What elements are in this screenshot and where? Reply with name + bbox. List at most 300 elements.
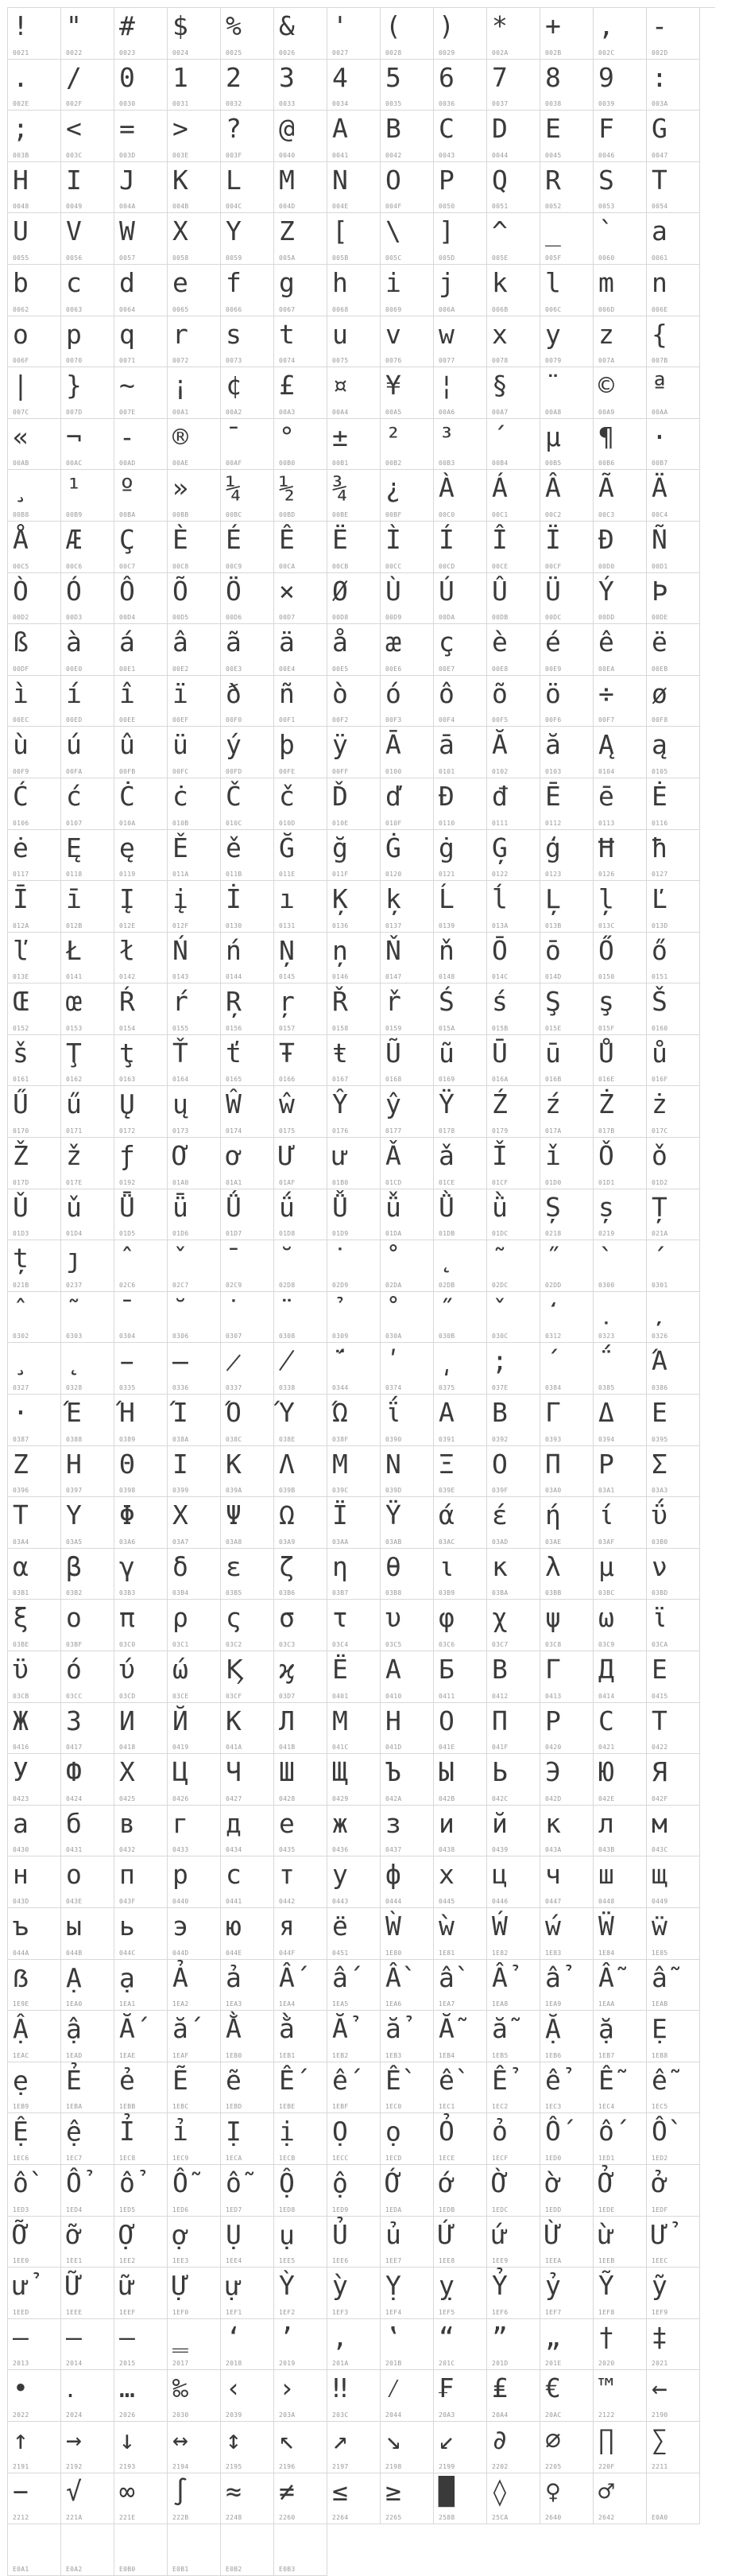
glyph-cell [434,727,487,778]
glyph-cell [61,1240,114,1292]
glyph-cell [487,2370,540,2422]
glyph-code: 00FF [332,767,349,775]
glyph-code: 0143 [172,973,189,981]
glyph-code: 0027 [332,48,349,56]
glyph-code: 015E [545,1024,562,1032]
glyph-sample: ф [385,1859,401,1891]
glyph-code: 03AE [545,1538,562,1546]
glyph-cell [274,1138,327,1189]
glyph-code: 2264 [332,2514,349,2522]
glyph-sample: Ệ [13,2116,29,2147]
glyph-sample: ~ [119,370,135,402]
glyph-cell [327,265,381,316]
glyph-cell [8,1651,61,1703]
glyph-sample: Ǖ [119,1191,135,1223]
glyph-cell [540,1292,594,1344]
glyph-sample: И [119,1705,135,1736]
glyph-code: 220F [598,2462,615,2470]
glyph-sample: × [279,575,295,607]
glyph-code: 0026 [279,48,296,56]
glyph-code: 1EF5 [439,2308,455,2316]
glyph-sample [172,1294,219,1326]
glyph-code: 2211 [652,2462,668,2470]
glyph-cell [61,573,114,625]
glyph-code: 007A [598,357,615,365]
glyph-sample: █ [439,2475,455,2507]
glyph-code: 2014 [66,2360,83,2368]
glyph-sample: Ń [172,934,188,966]
glyph-sample: Â [545,472,561,504]
glyph-code: 00B7 [652,460,668,467]
glyph-cell [327,2113,381,2165]
glyph-code: 2642 [598,2514,615,2522]
glyph-sample: ụ [279,2218,295,2250]
glyph-cell [61,2268,114,2319]
glyph-sample: ∅ [545,2423,561,2455]
glyph-sample: ś [492,986,508,1018]
glyph-code: 007E [119,408,136,416]
glyph-cell [594,1138,647,1189]
glyph-sample: έ [492,1499,508,1531]
glyph-sample: V [66,215,82,247]
glyph-sample: Ň [385,934,401,966]
glyph-cell [114,1806,168,1857]
glyph-cell [540,367,594,419]
glyph-code: 00E4 [279,665,296,673]
glyph-sample: С [598,1705,614,1736]
glyph-code: 01AF [279,1178,296,1186]
glyph-code: 1EE3 [172,2257,189,2265]
glyph-sample: Ắ [119,2013,135,2045]
glyph-code: 0169 [439,1076,455,1084]
glyph-cell [61,1395,114,1446]
glyph-code: 20A4 [492,2411,509,2419]
glyph-code: 1EF9 [652,2308,668,2316]
glyph-sample: † [598,2321,614,2353]
glyph-cell [327,1343,381,1395]
glyph-code: 1EE7 [385,2257,402,2265]
glyph-cell [8,2165,61,2217]
glyph-code: 0392 [492,1435,509,1443]
glyph-sample: ņ [332,934,348,966]
glyph-cell [168,1292,221,1344]
glyph-sample: Ŷ [332,1088,348,1120]
glyph-code: 02C7 [172,1281,189,1289]
glyph-sample: ť [226,1037,242,1069]
glyph-code: 00B9 [66,510,83,518]
glyph-sample: ữ [119,2270,135,2302]
glyph-cell [647,522,700,573]
glyph-code: 201B [385,2360,402,2368]
glyph-sample: Ẳ [332,2013,348,2045]
glyph-sample: – [13,2321,29,2353]
glyph-code: 01A0 [172,1178,189,1186]
glyph-sample: τ [332,1602,348,1634]
glyph-code: 0150 [598,973,615,981]
glyph-code: 004B [172,203,189,211]
glyph-sample: ξ [13,1602,29,1634]
glyph-sample: ứ [492,2218,508,2250]
glyph-cell [8,2011,61,2062]
glyph-sample: ǐ [545,1140,561,1172]
glyph-cell [540,2422,594,2473]
glyph-cell [327,2319,381,2371]
glyph-sample: ‛ [385,2321,401,2353]
glyph-sample: u [332,318,348,350]
glyph-code: 00F7 [598,716,615,724]
glyph-sample: Η [66,1448,82,1480]
glyph-code: 005A [279,254,296,262]
glyph-code: 1EB8 [652,2051,668,2059]
glyph-sample: ч [545,1859,561,1891]
glyph-cell [274,162,327,214]
glyph-sample: $ [172,10,188,41]
glyph-cell [168,778,221,830]
glyph-code: 00F4 [439,716,455,724]
glyph-code: E0A0 [652,2514,668,2522]
glyph-cell [487,1292,540,1344]
glyph-sample: А [385,1654,401,1685]
glyph-cell [434,213,487,265]
glyph-code: 0033 [279,100,296,108]
glyph-code: 1EC2 [492,2103,509,2111]
glyph-code: 0117 [13,871,29,879]
glyph-sample: Б [439,1654,455,1685]
glyph-cell [487,419,540,471]
glyph-sample: Ś [439,986,455,1018]
glyph-code: 0065 [172,305,189,313]
glyph-cell [274,727,327,778]
glyph-cell [381,1856,434,1908]
glyph-code: 00D9 [385,614,402,622]
glyph-cell [487,1600,540,1651]
glyph-sample: t [279,318,295,350]
glyph-code: 03B1 [13,1589,29,1597]
glyph-sample: d [119,266,135,298]
glyph-code: E0B2 [226,2565,242,2573]
glyph-sample: ΐ [385,1397,401,1429]
glyph-cell [327,2062,381,2114]
glyph-code: 0336 [172,1384,189,1392]
glyph-code: 0445 [439,1897,455,1905]
glyph-code: 02C9 [226,1281,242,1289]
glyph-sample: й [492,1807,508,1839]
glyph-sample: ♀ [545,2475,561,2507]
glyph-sample: ġ [439,832,455,863]
glyph-cell [647,676,700,727]
glyph-code: 0046 [598,151,615,159]
glyph-sample: м [652,1807,667,1839]
glyph-code: 017B [598,1127,615,1135]
glyph-cell [274,2422,327,2473]
glyph-cell [540,1754,594,1806]
glyph-sample [119,1294,165,1326]
glyph-cell [487,1960,540,2012]
glyph-code: 02D8 [279,1281,296,1289]
glyph-code: 00A4 [332,408,349,416]
glyph-sample: ã [226,627,242,658]
glyph-sample: Ở [598,2167,614,2198]
glyph-code: 00E9 [545,665,562,673]
glyph-cell [61,522,114,573]
glyph-code: 00D0 [598,562,615,570]
glyph-code: 03CD [119,1692,136,1700]
glyph-sample: ¤ [332,370,348,402]
glyph-code: 0328 [66,1384,83,1392]
glyph-cell [434,2370,487,2422]
glyph-cell [434,1703,487,1755]
glyph-cell [434,1651,487,1703]
glyph-code: 1EF4 [385,2308,402,2316]
glyph-cell [61,8,114,60]
glyph-sample: ⁄ [385,2372,401,2404]
glyph-cell [274,8,327,60]
glyph-sample: ̷ [226,1345,242,1377]
glyph-cell [8,111,61,162]
glyph-cell [434,983,487,1035]
glyph-cell [594,1086,647,1138]
glyph-code: 010F [385,819,402,827]
glyph-cell [487,2217,540,2268]
glyph-sample: Р [545,1705,561,1736]
glyph-code: 00DA [439,614,455,622]
glyph-code: 043A [545,1846,562,1854]
glyph-sample: Ы [439,1756,455,1788]
glyph-sample: à [66,627,82,658]
glyph-cell [221,367,274,419]
glyph-code: 0337 [226,1384,242,1392]
glyph-sample: Σ [652,1448,667,1480]
glyph-sample: Î [492,523,508,555]
glyph-cell [221,1651,274,1703]
glyph-sample: а [13,1807,29,1839]
glyph-code: 00C7 [119,562,136,570]
glyph-code: 1ED9 [332,2206,349,2213]
glyph-sample: o [13,318,29,350]
glyph-sample: Q [492,164,508,196]
glyph-cell [8,1395,61,1446]
glyph-code: 043D [13,1897,29,1905]
glyph-code: 030A [385,1333,402,1340]
glyph-code: E0A2 [66,2565,83,2573]
glyph-sample [652,1243,698,1274]
glyph-code: 00F6 [545,716,562,724]
glyph-sample: î [119,677,135,709]
glyph-sample: с [226,1859,242,1891]
glyph-code: 2640 [545,2514,562,2522]
glyph-sample: < [66,113,82,145]
glyph-sample: Ẽ [172,2064,188,2096]
glyph-code: 201E [545,2360,562,2368]
glyph-sample: Ñ [652,523,667,555]
glyph-sample: ° [279,421,295,452]
glyph-cell [647,1086,700,1138]
glyph-sample: ẩ [545,1961,561,1993]
glyph-code: 1EA5 [332,2000,349,2008]
glyph-sample: → [66,2423,82,2455]
glyph-code: 005F [545,254,562,262]
glyph-code: 00CA [279,562,296,570]
glyph-sample: M [279,164,295,196]
glyph-sample: Ù [385,575,401,607]
glyph-cell [434,2473,487,2525]
glyph-sample: ß [13,627,29,658]
glyph-code: 0120 [385,871,402,879]
glyph-sample: Ọ [332,2116,348,2147]
glyph-cell [540,778,594,830]
glyph-cell [114,162,168,214]
glyph-cell [274,2268,327,2319]
glyph-sample: κ [492,1550,508,1582]
glyph-sample: À [439,472,455,504]
glyph-cell [221,265,274,316]
glyph-cell [274,1189,327,1241]
glyph-sample: Ρ [598,1448,614,1480]
glyph-code: 03A6 [119,1538,136,1546]
glyph-cell [647,830,700,882]
glyph-cell [274,1651,327,1703]
glyph-cell [8,2319,61,2371]
glyph-code: 0145 [279,973,296,981]
glyph-sample: N [332,164,348,196]
glyph-code: 017E [66,1178,83,1186]
glyph-sample: … [119,2372,135,2404]
glyph-sample: Ω [279,1499,295,1531]
glyph-sample: Ș [545,1191,561,1223]
glyph-cell [434,1754,487,1806]
glyph-sample: М [332,1705,348,1736]
glyph-cell [114,1395,168,1446]
glyph-code: 1EE8 [439,2257,455,2265]
glyph-cell [434,1446,487,1498]
glyph-cell [647,1549,700,1600]
glyph-code: 041D [385,1744,402,1752]
glyph-cell [8,60,61,111]
glyph-code: 1EDD [545,2206,562,2213]
glyph-code: E0A1 [13,2565,29,2573]
glyph-code: 0059 [226,254,242,262]
glyph-cell [114,2217,168,2268]
glyph-code: 1EA2 [172,2000,189,2008]
glyph-code: 004C [226,203,242,211]
glyph-code: 1EEB [598,2257,615,2265]
glyph-code: 0385 [598,1384,615,1392]
glyph-sample: ė [13,832,29,863]
glyph-sample: ¬ [66,421,82,452]
glyph-code: 00AA [652,408,668,416]
glyph-sample: Ự [172,2270,188,2302]
glyph-sample: Ụ [226,2218,242,2250]
glyph-cell [594,2370,647,2422]
glyph-code: 0079 [545,357,562,365]
glyph-cell [8,1086,61,1138]
glyph-cell [487,2165,540,2217]
glyph-cell [540,1600,594,1651]
glyph-sample: Ǎ [385,1140,401,1172]
glyph-sample: w [439,318,455,350]
glyph-sample: в [119,1807,135,1839]
glyph-cell [540,162,594,214]
glyph-code: 003E [172,151,189,159]
glyph-sample: ) [439,10,455,41]
glyph-cell [168,111,221,162]
glyph-sample: œ [66,986,82,1018]
glyph-sample: i [385,266,401,298]
glyph-code: 0438 [439,1846,455,1854]
glyph-sample: ŗ [279,986,295,1018]
glyph-sample: O [385,164,401,196]
glyph-cell [61,2217,114,2268]
glyph-cell [168,1806,221,1857]
glyph-code: 03BF [66,1641,83,1648]
glyph-code: 1EAD [66,2051,83,2059]
glyph-sample: ț [13,1243,29,1274]
glyph-cell [540,1395,594,1446]
glyph-sample: ϋ [13,1654,29,1685]
glyph-cell [168,1343,221,1395]
glyph-cell [221,2473,274,2525]
glyph-cell [434,1189,487,1241]
glyph-cell [61,2370,114,2422]
glyph-sample: ǔ [66,1191,82,1223]
glyph-code: 0177 [385,1127,402,1135]
glyph-cell [487,778,540,830]
glyph-sample: Ï [545,523,561,555]
glyph-cell [487,1240,540,1292]
glyph-code: 1EF7 [545,2308,562,2316]
glyph-sample: Ш [279,1756,295,1788]
glyph-code: 0142 [119,973,136,981]
glyph-code: 1EB3 [385,2051,402,2059]
glyph-cell [594,1908,647,1960]
glyph-code: 0102 [492,767,509,775]
glyph-sample: ˉ [226,1243,242,1274]
glyph-cell [647,1806,700,1857]
glyph-sample: ǚ [385,1191,401,1223]
glyph-code: 0055 [13,254,29,262]
glyph-sample: Ầ [385,1961,401,1993]
glyph-code: 1EBD [226,2103,242,2111]
glyph-sample: ā [439,729,455,761]
glyph-code: 00A2 [226,408,242,416]
glyph-cell [434,881,487,933]
glyph-cell [327,2217,381,2268]
glyph-code: 039C [332,1487,349,1495]
glyph-code: 00C0 [439,510,455,518]
glyph-sample: U [13,215,29,247]
glyph-cell [8,2113,61,2165]
glyph-sample: c [66,266,82,298]
glyph-code: 0301 [652,1281,668,1289]
glyph-sample: Ớ [385,2167,401,2198]
glyph-code: 044C [119,1949,136,1957]
glyph-cell [114,2011,168,2062]
glyph-cell [540,1138,594,1189]
glyph-cell [381,1908,434,1960]
glyph-code: 0338 [279,1384,296,1392]
glyph-code: 00C2 [545,510,562,518]
glyph-cell [487,1856,540,1908]
glyph-code: 00DF [13,665,29,673]
glyph-cell [327,1292,381,1344]
glyph-code: 02D9 [332,1281,349,1289]
glyph-cell [594,522,647,573]
glyph-cell [61,2473,114,2525]
glyph-code: 041F [492,1744,509,1752]
glyph-cell [168,1908,221,1960]
glyph-code: 00FD [226,767,242,775]
glyph-sample: ấ [332,1961,348,1993]
